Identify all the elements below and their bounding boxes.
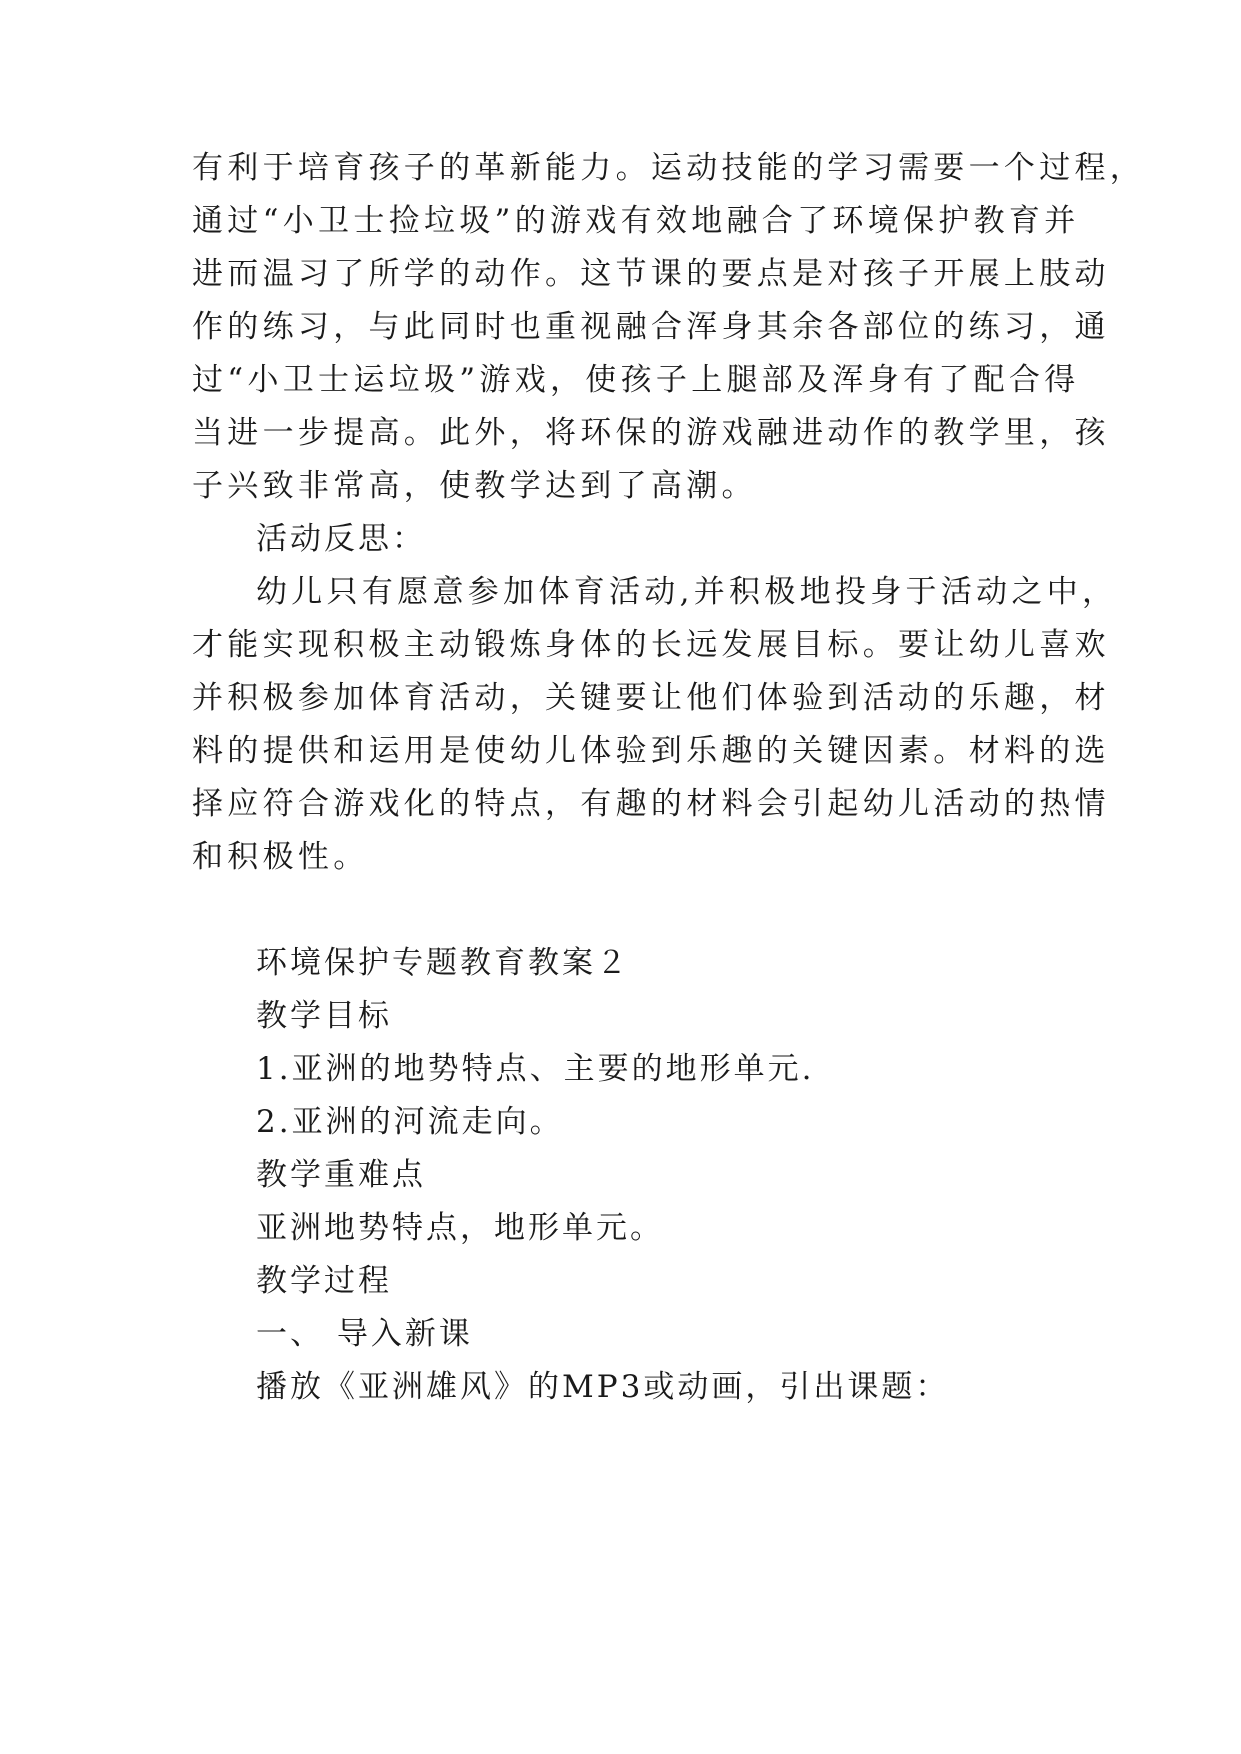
- goal-item-1: 1.亚洲的地势特点、主要的地形单元.: [256, 1051, 815, 1087]
- body-text-line: 有利于培育孩子的革新能力。运动技能的学习需要一个过程，: [192, 150, 1146, 186]
- goal-item-2: 2.亚洲的河流走向。: [256, 1104, 564, 1140]
- body-text-line: 幼儿只有愿意参加体育活动,并积极地投身于活动之中，: [256, 574, 1118, 610]
- keypoints-heading: 教学重难点: [256, 1157, 426, 1193]
- body-text-line: 才能实现积极主动锻炼身体的长远发展目标。要让幼儿喜欢: [192, 627, 1110, 663]
- keypoints-text: 亚洲地势特点，地形单元。: [256, 1210, 664, 1246]
- step1-text: 播放《亚洲雄风》的MP3或动画，引出课题：: [256, 1369, 950, 1405]
- goals-heading: 教学目标: [256, 998, 392, 1034]
- body-text-line: 并积极参加体育活动，关键要让他们体验到活动的乐趣，材: [192, 680, 1110, 716]
- body-text-line: 通过“小卫士捡垃圾”的游戏有效地融合了环境保护教育并: [192, 203, 1080, 239]
- body-text-line: 作的练习，与此同时也重视融合浑身其余各部位的练习，通: [192, 309, 1110, 345]
- body-text-line: 当进一步提高。此外，将环保的游戏融进动作的教学里，孩: [192, 415, 1110, 451]
- section-title: 环境保护专题教育教案２: [256, 945, 630, 981]
- body-text-line: 料的提供和运用是使幼儿体验到乐趣的关键因素。材料的选: [192, 733, 1110, 769]
- step1-heading: 一、 导入新课: [256, 1316, 473, 1352]
- body-text-line: 和积极性。: [192, 839, 369, 875]
- reflection-heading: 活动反思：: [256, 521, 426, 557]
- body-text-line: 子兴致非常高，使教学达到了高潮。: [192, 468, 757, 504]
- body-text-line: 进而温习了所学的动作。这节课的要点是对孩子开展上肢动: [192, 256, 1110, 292]
- body-text-line: 择应符合游戏化的特点，有趣的材料会引起幼儿活动的热情: [192, 786, 1110, 822]
- process-heading: 教学过程: [256, 1263, 392, 1299]
- body-text-line: 过“小卫士运垃圾”游戏，使孩子上腿部及浑身有了配合得: [192, 362, 1080, 398]
